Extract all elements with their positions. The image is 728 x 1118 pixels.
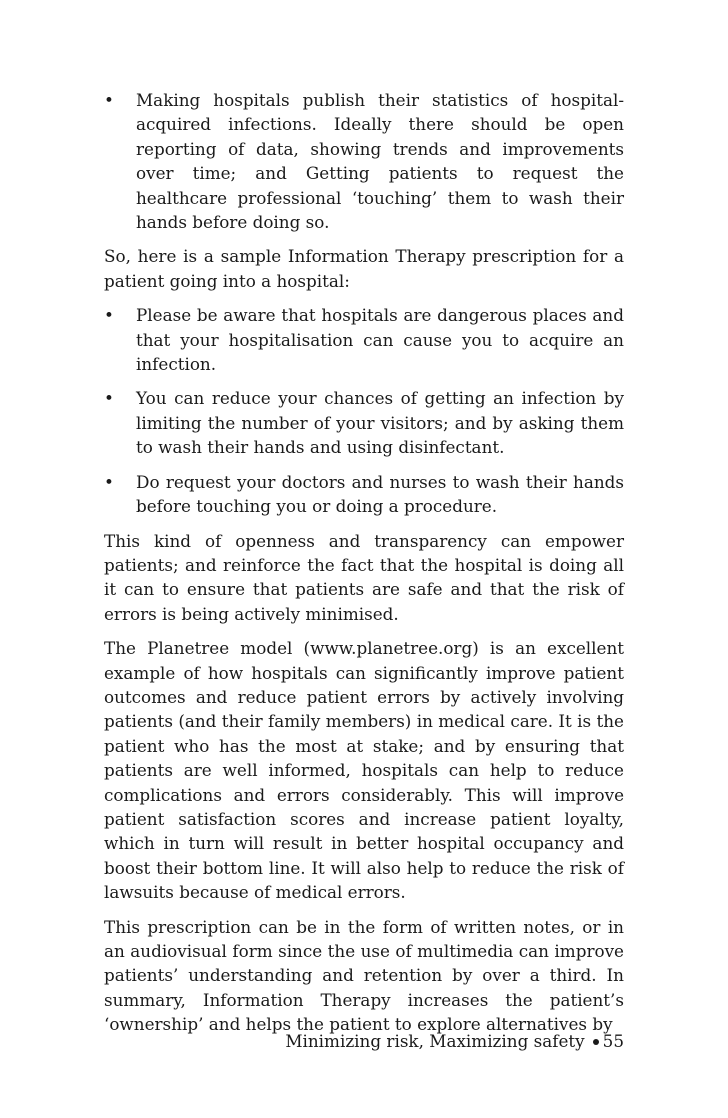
bullet-item: [104, 88, 624, 234]
footer-dot-icon: [593, 1039, 599, 1045]
running-title: Minimizing risk, Maximizing safety: [285, 1031, 585, 1051]
bullet-text: Please be aware that hospitals are dangerous places and that your hospitalisation can cause you to acquire an infection.: [136, 305, 624, 375]
bullet-marker: •: [104, 90, 114, 110]
bullet-item: [104, 470, 624, 519]
bullet-marker: •: [104, 388, 114, 409]
bullet-marker: •: [104, 471, 114, 492]
bullet-marker: •: [104, 305, 114, 326]
bullet-item: [104, 303, 624, 376]
paragraph-planetree: The Planetree model (www.planetree.org) is an excellent example of how hospitals can significantly improve patient outcomes and reduce patient errors by actively involving patients (and their family members) in medical care. It is the patient who has the most at stake; and by ensuring that patients are well informed, hospitals can help to reduce complications and errors considerably. This will improve patient satisfaction scores and increase patient loyalty, which in turn will result in better hospital occupancy and boost their bottom line. It will also help to reduce the risk of lawsuits because of medical errors.: [104, 638, 624, 903]
paragraph-prescription-form: This prescription can be in the form of written notes, or in an audiovisual form since the use of multimedia can improve patients’ understanding and retention by over a third. In summary, Information Therapy increases the patient’s ‘ownership’ and helps the patient to explore alternatives by: [104, 916, 624, 1035]
paragraph-openness: This kind of openness and transparency can empower patients; and reinforce the fact that the hospital is doing all it can to ensure that patients are safe and that the risk of errors is being actively minimised.: [104, 530, 624, 624]
page-footer: [104, 1030, 624, 1052]
page-body: [104, 88, 624, 1047]
paragraph-intro: So, here is a sample Information Therapy prescription for a patient going into a hospital:: [104, 246, 624, 291]
bullet-text: You can reduce your chances of getting an infection by limiting the number of your visitors; and by asking them to wash their hands and using disinfectant.: [136, 388, 624, 458]
bullet-item: [104, 386, 624, 459]
page-number: 55: [602, 1031, 624, 1051]
bullet-text: Making hospitals publish their statistics of hospital-acquired infections. Ideally there should be open reporting of data, showing trends and improvements over time; and Getting patients to request the healthcare professional ‘touching’ them to wash their hands before doing so.: [136, 90, 624, 233]
bullet-text: Do request your doctors and nurses to wash their hands before touching you or doing a procedure.: [136, 471, 624, 517]
